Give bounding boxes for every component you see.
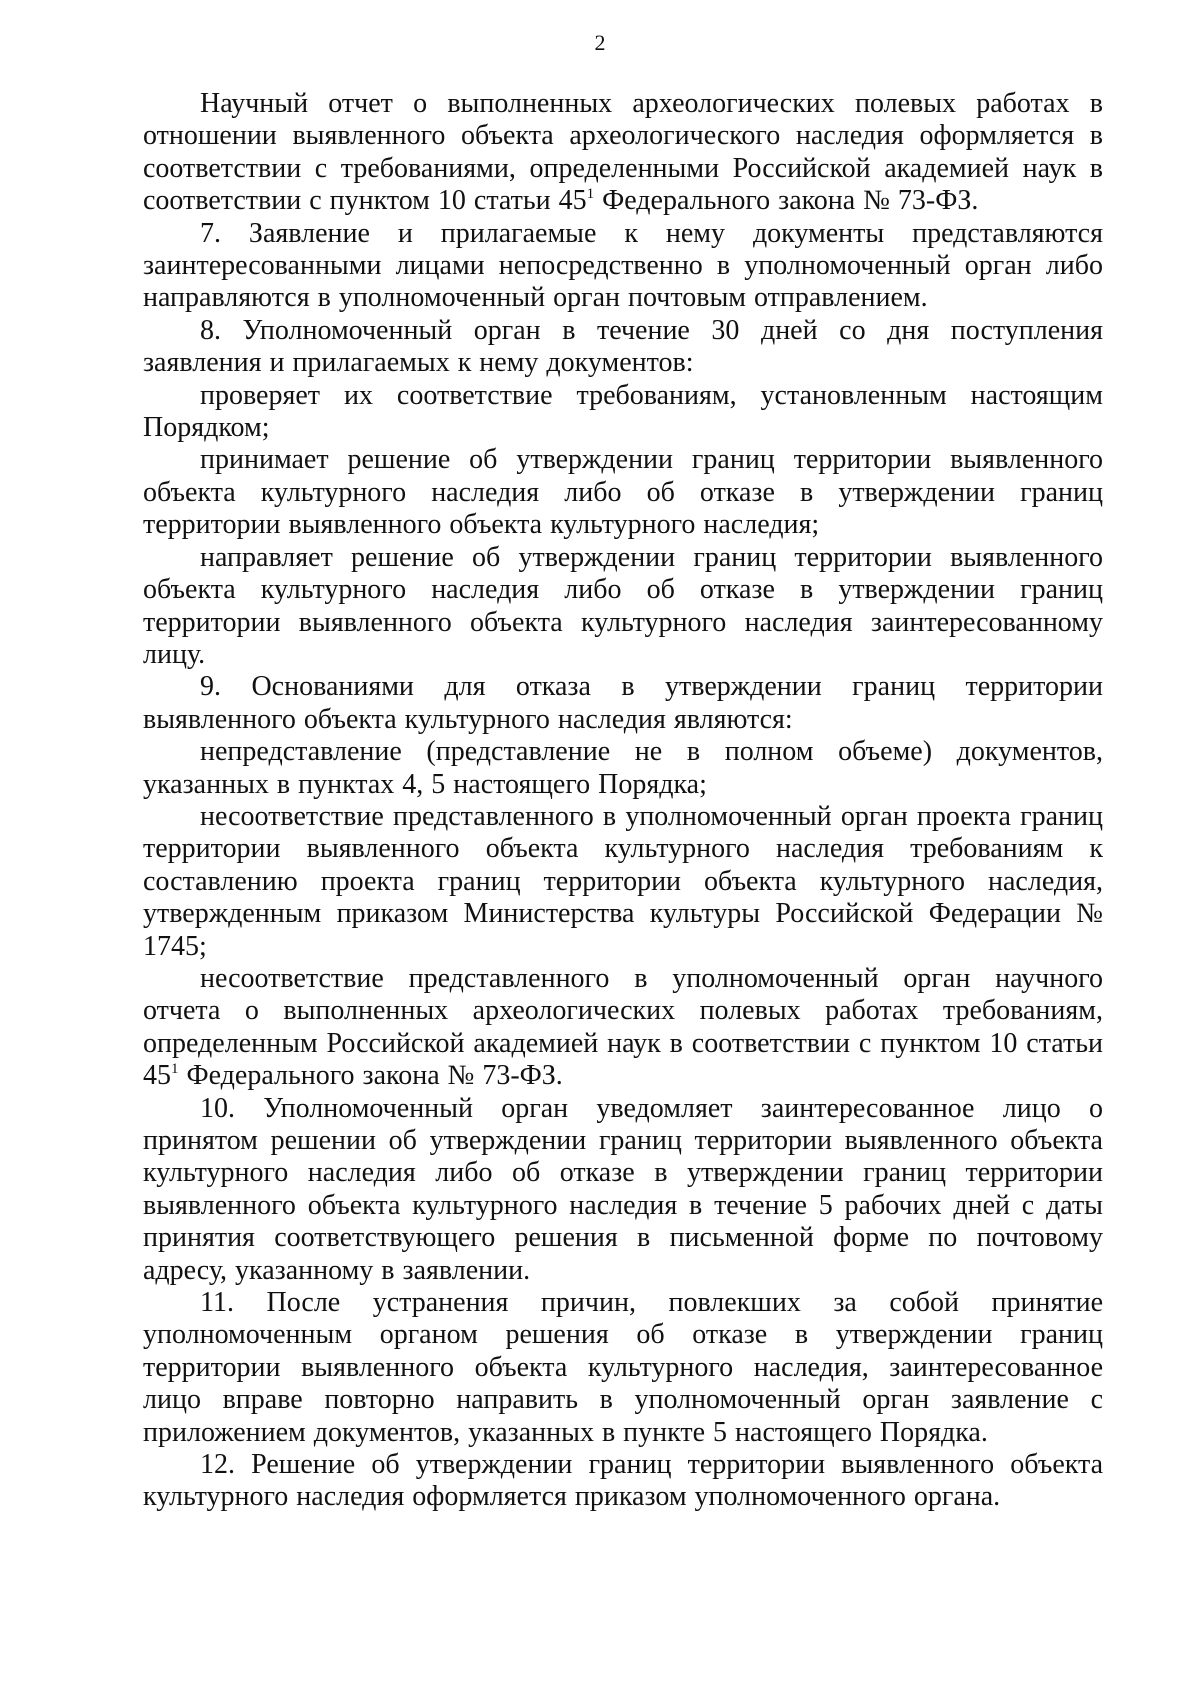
paragraph-9-item-report-mismatch bbox=[143, 963, 1103, 1093]
paragraph-8-item-decide: принимает решение об утверждении границ территории выявленного объекта культурного наследия либо об отказе в утверждении границ территории выявленного объекта культурного наследия; bbox=[143, 444, 1103, 541]
paragraph-7: 7. Заявление и прилагаемые к нему документы представляются заинтересованными лицами непосредственно в уполномоченный орган либо направляются в уполномоченный орган почтовым отправлением. bbox=[143, 217, 1103, 314]
paragraph-8-item-check: проверяет их соответствие требованиям, установленным настоящим Порядком; bbox=[143, 379, 1103, 444]
paragraph-12: 12. Решение об утверждении границ территории выявленного объекта культурного наследия оформляется приказом уполномоченного органа. bbox=[143, 1449, 1103, 1513]
paragraph-8-item-send: направляет решение об утверждении границ территории выявленного объекта культурного наследия либо об отказе в утверждении границ территории выявленного объекта культурного наследия заинтересованному лицу. bbox=[143, 541, 1103, 670]
superscript: 1 bbox=[171, 1061, 179, 1078]
page-number: 2 bbox=[594, 30, 606, 55]
paragraph-9-item-missing-docs: непредставление (представление не в полном объеме) документов, указанных в пунктах 4, 5 настоящего Порядка; bbox=[143, 736, 1103, 800]
paragraph-9-item-project-mismatch: несоответствие представленного в уполномоченный орган проекта границ территории выявленного объекта культурного наследия требованиям к составлению проекта границ территории объекта культурного наследия, утвержденным приказом Министерства культуры Российской Федерации № 1745; bbox=[143, 800, 1103, 962]
paragraph-9: 9. Основаниями для отказа в утверждении границ территории выявленного объекта культурного наследия являются: bbox=[143, 671, 1103, 735]
paragraph-text: Научный отчет о выполненных археологических полевых работах в отношении выявленного объекта археологического наследия оформляется в соответствии с требованиями, определенными Российской академией наук в соответствии с пунктом 10 статьи 45 bbox=[143, 88, 1103, 217]
paragraph-text: Федерального закона № 73-ФЗ. bbox=[594, 185, 979, 217]
paragraph-11: 11. После устранения причин, повлекших за собой принятие уполномоченным органом решения об отказе в утверждении границ территории выявленного объекта культурного наследия, заинтересованное лицо вправе повторно направить в уполномоченный орган заявление с приложением документов, указанных в пункте 5 настоящего Порядка. bbox=[143, 1287, 1103, 1448]
paragraph-text: Федерального закона № 73-ФЗ. bbox=[178, 1060, 563, 1092]
paragraph-10: 10. Уполномоченный орган уведомляет заинтересованное лицо о принятом решении об утверждении границ территории выявленного объекта культурного наследия либо об отказе в утверждении границ территории выявленного объекта культурного наследия в течение 5 рабочих дней с даты принятия соответствующего решения в письменной форме по почтовому адресу, указанному в заявлении. bbox=[143, 1092, 1103, 1286]
paragraph-8: 8. Уполномоченный орган в течение 30 дней со дня поступления заявления и прилагаемых к нему документов: bbox=[143, 314, 1103, 379]
superscript: 1 bbox=[586, 186, 595, 203]
document-body bbox=[143, 88, 1103, 1514]
paragraph-text: несоответствие представленного в уполномоченный орган научного отчета о выполненных археологических полевых работах требованиям, определенным Российской академией наук в соответствии с пунктом 10 статьи 45 bbox=[143, 962, 1103, 1092]
paragraph-report-requirements bbox=[143, 88, 1103, 218]
